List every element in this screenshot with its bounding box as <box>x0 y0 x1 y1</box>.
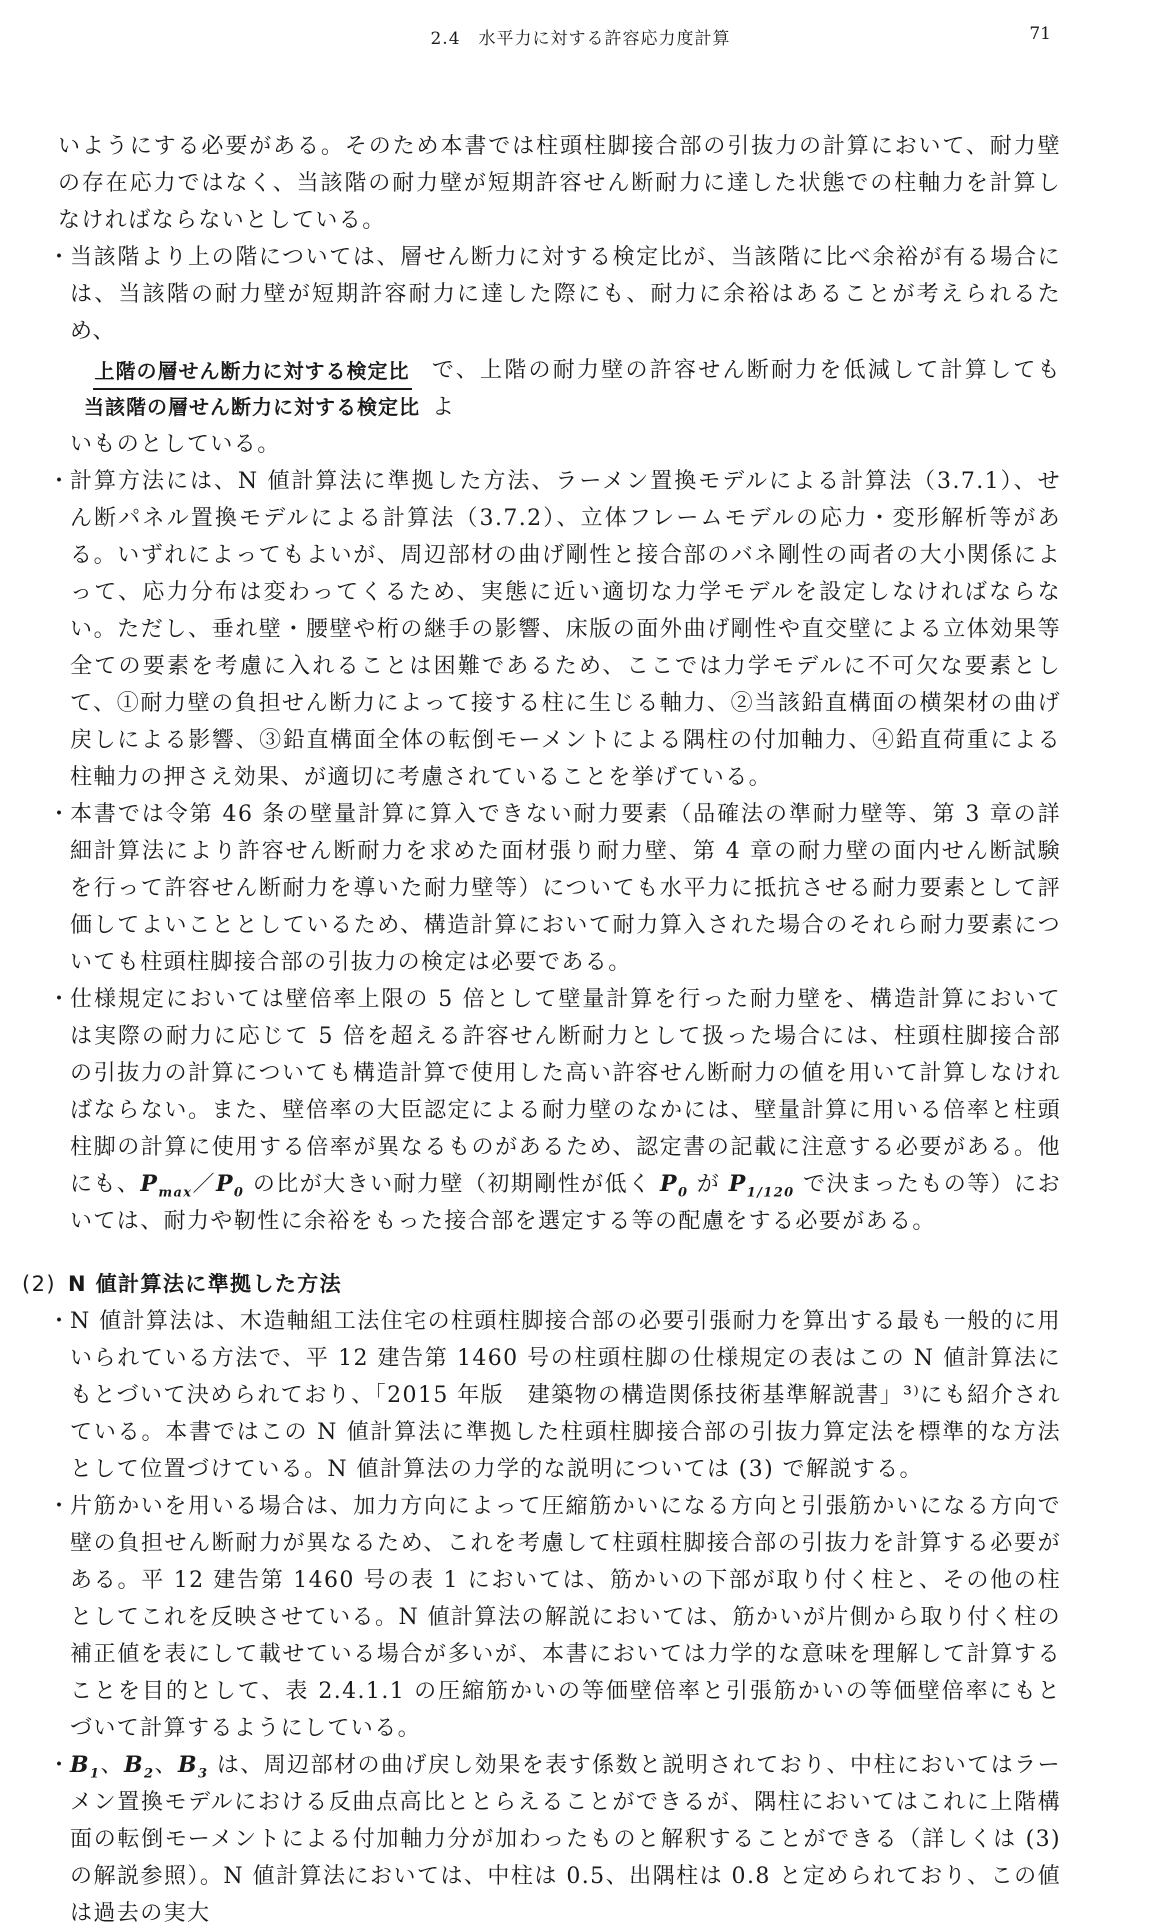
symbol-subscript: 0 <box>677 1185 689 1201</box>
fraction-numerator: 上階の層せん断力に対する検定比 <box>93 354 412 390</box>
slash: ／ <box>192 1172 216 1197</box>
ratio-fraction <box>82 354 422 424</box>
bullet-item <box>48 796 1061 981</box>
bullet-dot: ・ <box>48 1309 72 1334</box>
symbol-letter: B <box>123 1752 144 1778</box>
symbol-subscript: 3 <box>197 1766 209 1782</box>
text-run: 仕様規定においては壁倍率上限の 5 倍として壁量計算を行った耐力壁を、構造計算においては実際の耐力に応じて 5 倍を超える許容せん断耐力として扱った場合には、柱頭柱脚接合部の引抜力の計算についても構造計算で使用した高い許容せん断耐力の値を用いて計算しなければならない。また、壁倍率の大臣認定による耐力壁のなかには、壁量計算に用いる倍率と柱頭柱脚の計算に使用する倍率が異なるものがあるため、認定書の記載に注意する必要がある。他にも、 <box>70 987 1061 1197</box>
section-number: (2) <box>22 1272 56 1296</box>
bullet-item <box>48 463 1061 796</box>
fraction-following-text: で、上階の耐力壁の許容せん断耐力を低減して計算してもよ <box>432 358 1061 420</box>
symbol-letter: P <box>140 1171 159 1197</box>
symbol-pmax <box>140 1171 193 1201</box>
symbol-letter: B <box>177 1752 198 1778</box>
symbol-letter: P <box>659 1171 678 1197</box>
separator: 、 <box>154 1753 178 1778</box>
symbol-subscript: 1 <box>90 1766 101 1782</box>
fraction-line <box>70 352 1061 426</box>
paragraph <box>70 1747 1061 1932</box>
symbol-letter: B <box>70 1752 90 1778</box>
paragraph: 計算方法には、N 値計算法に準拠した方法、ラーメン置換モデルによる計算法（3.7.1）、せん断パネル置換モデルによる計算法（3.7.2）、立体フレームモデルの応力・変形解析等がある。いずれによってもよいが、周辺部材の曲げ剛性と接合部のバネ剛性の両者の大小関係によって、応力分布は変わってくるため、実態に近い適切な力学モデルを設定しなければならない。ただし、垂れ壁・腰壁や桁の継手の影響、床版の面外曲げ剛性や直交壁による立体効果等全ての要素を考慮に入れることは困難であるため、ここでは力学モデルに不可欠な要素として、①耐力壁の負担せん断力によって接する柱に生じる軸力、②当該鉛直構面の横架材の曲げ戻しによる影響、③鉛直構面全体の転倒モーメントによる隅柱の付加軸力、④鉛直荷重による柱軸力の押さえ効果、が適切に考慮されていることを挙げている。 <box>70 469 1061 790</box>
page-number: 71 <box>1029 24 1051 44</box>
bullet-item <box>48 1303 1061 1488</box>
symbol-p1-120 <box>728 1171 795 1201</box>
text-run: で決まったもの等）においては、耐力や靭性に余裕をもった接合部を選定する等の配慮をする必要がある。 <box>70 1172 1062 1234</box>
bullet-item <box>48 1488 1061 1747</box>
section-title: N 値計算法に準拠した方法 <box>67 1272 343 1296</box>
paragraph: いものとしている。 <box>70 432 281 457</box>
paragraph: N 値計算法は、木造軸組工法住宅の柱頭柱脚接合部の必要引張耐力を算出する最も一般的に用いられている方法で、平 12 建告第 1460 号の柱頭柱脚の仕様規定の表はこの N 値計算法にもとづいて決められており、「2015 年版 建築物の構造関係技術基準解説書」³⁾にも紹介されている。本書ではこの N 値計算法に準拠した柱頭柱脚接合部の引抜力算定法を標準的な方法として位置づけている。N 値計算法の力学的な説明については (3) で解説する。 <box>70 1309 1061 1482</box>
text-run: の比が大きい耐力壁（初期剛性が低く <box>244 1172 660 1197</box>
symbol-b1 <box>70 1752 101 1782</box>
symbol-letter: P <box>728 1171 747 1197</box>
symbol-subscript: 2 <box>143 1766 155 1782</box>
body-text <box>22 128 1062 1932</box>
symbol-p0 <box>659 1171 689 1201</box>
symbol-p0 <box>215 1171 245 1201</box>
bullet-item <box>48 239 1061 463</box>
bullet-item <box>48 981 1062 1240</box>
bullet-dot: ・ <box>48 245 72 270</box>
bullet-item <box>48 1747 1062 1932</box>
running-header-title: 2.4 水平力に対する許容応力度計算 <box>430 29 731 49</box>
paragraph: いようにする必要がある。そのため本書では柱頭柱脚接合部の引抜力の計算において、耐力壁の存在応力ではなく、当該階の耐力壁が短期許容せん断耐力に達した状態での柱軸力を計算しなければならないとしている。 <box>58 134 1061 233</box>
paragraph: 本書では令第 46 条の壁量計算に算入できない耐力要素（品確法の準耐力壁等、第 3 章の詳細計算法により許容せん断耐力を求めた面材張り耐力壁、第 4 章の耐力壁の面内せん断試験を行って許容せん断耐力を導いた耐力壁等）についても水平力に抵抗させる耐力要素として評価してよいこととしているため、構造計算において耐力算入された場合のそれら耐力要素についても柱頭柱脚接合部の引抜力の検定は必要である。 <box>70 802 1061 975</box>
symbol-b3 <box>177 1752 209 1782</box>
symbol-letter: P <box>215 1171 234 1197</box>
paragraph: 片筋かいを用いる場合は、加力方向によって圧縮筋かいになる方向と引張筋かいになる方向で壁の負担せん断耐力が異なるため、これを考慮して柱頭柱脚接合部の引抜力を計算する必要がある。平 12 建告第 1460 号の表 1 においては、筋かいの下部が取り付く柱と、その他の柱としてこれを反映させている。N 値計算法の解説においては、筋かいが片側から取り付く柱の補正値を表にして載せている場合が多いが、本書においては力学的な意味を理解して計算することを目的として、表 2.4.1.1 の圧縮筋かいの等価壁倍率と引張筋かいの等価壁倍率にもとづいて計算するようにしている。 <box>70 1494 1061 1741</box>
bullet-dot: ・ <box>48 987 72 1012</box>
bullet-dot: ・ <box>48 469 72 494</box>
paragraph: 当該階より上の階については、層せん断力に対する検定比が、当該階に比べ余裕が有る場合には、当該階の耐力壁が短期許容耐力に達した際にも、耐力に余裕はあることが考えられるため、 <box>70 245 1061 344</box>
separator: 、 <box>100 1753 124 1778</box>
symbol-subscript: max <box>158 1185 193 1201</box>
bullet-dot: ・ <box>48 1753 72 1778</box>
bullet-dot: ・ <box>48 1494 72 1519</box>
text-run: が <box>688 1172 729 1197</box>
paragraph <box>70 981 1061 1240</box>
fraction-denominator: 当該階の層せん断力に対する検定比 <box>84 395 420 419</box>
section-heading <box>22 1266 1061 1303</box>
text-run: は、周辺部材の曲げ戻し効果を表す係数と説明されており、中柱においてはラーメン置換モデルにおける反曲点高比ととらえることができるが、隅柱においてはこれに上階構面の転倒モーメントによる付加軸力分が加わったものと解釈することができる（詳しくは (3) の解説参照）。N 値計算法においては、中柱は 0.5、出隅柱は 0.8 と定められており、この値は過去の実大 <box>70 1753 1062 1926</box>
symbol-subscript: 0 <box>233 1185 245 1201</box>
symbol-subscript: 1/120 <box>746 1185 795 1201</box>
bullet-dot: ・ <box>48 802 72 827</box>
symbol-b2 <box>123 1752 155 1782</box>
